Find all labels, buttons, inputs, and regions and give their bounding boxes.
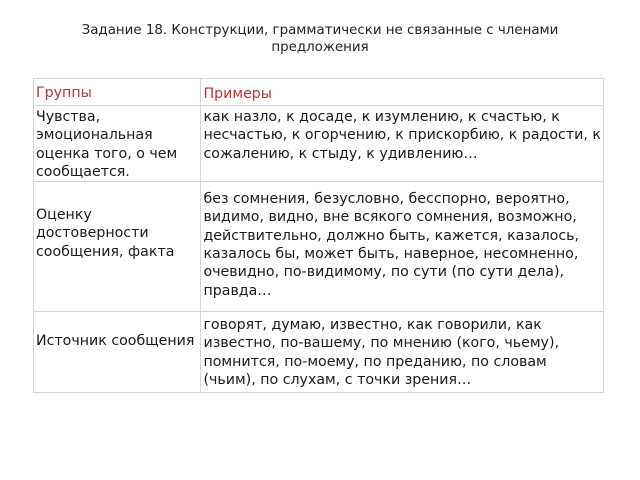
examples-cell: без сомнения, безусловно, бесспорно, вероятно, видимо, видно, вне всякого сомнения, возможно, действительно, должно быть, кажется, казалось, казалось бы, может быть, наверное, несомненно, очевидно, по-видимому, по сути (по сути дела), правда… bbox=[201, 182, 604, 312]
header-groups: Группы bbox=[34, 79, 201, 106]
examples-cell: как назло, к досаде, к изумлению, к счастью, к несчастью, к огорчению, к прискорбию, к радости, к сожалению, к стыду, к удивлению… bbox=[201, 106, 604, 182]
table-row bbox=[34, 106, 604, 182]
group-cell: Чувства, эмоциональная оценка того, о чем сообщается. bbox=[34, 106, 201, 182]
group-cell: Оценку достоверности сообщения, факта bbox=[34, 182, 201, 312]
group-cell: Источник сообщения bbox=[34, 312, 201, 393]
table-header-row bbox=[34, 79, 604, 106]
table-row bbox=[34, 312, 604, 393]
table-row bbox=[34, 182, 604, 312]
header-examples: Примеры bbox=[201, 79, 604, 106]
constructions-table bbox=[33, 78, 604, 393]
slide-title: Задание 18. Конструкции, грамматически не связанные с членами предложения bbox=[81, 23, 559, 55]
examples-cell: говорят, думаю, известно, как говорили, как известно, по-вашему, по мнению (кого, чьему), помнится, по-моему, по преданию, по словам (чьим), по слухам, с точки зрения… bbox=[201, 312, 604, 393]
